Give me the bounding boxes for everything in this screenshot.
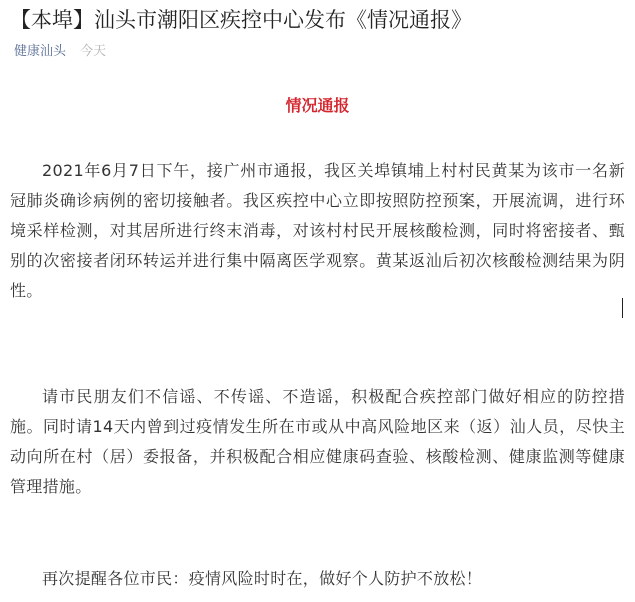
- paragraph-appeal: 请市民朋友们不信谣、不传谣、不造谣，积极配合疾控部门做好相应的防控措施。同时请14天内曾到过疫情发生所在市或从中高风险地区来（返）汕人员，尽快主动向所在村（居）委报备，并积极配合相应健康码查验、核酸检测、健康监测等健康管理措施。: [10, 387, 625, 496]
- paragraph-reminder: 再次提醒各位市民：疫情风险时时在，做好个人防护不放松！: [42, 569, 483, 588]
- paragraph-notice: 2021年6月7日下午，接广州市通报，我区关埠镇埔上村村民黄某为该市一名新冠肺炎确诊病例的密切接触者。我区疾控中心立即按照防控预案，开展流调，进行环境采样检测，对其居所进行终末消毒，对该村村民开展核酸检测，同时将密接者、甄别的次密接者闭环转运并进行集中隔离医学观察。黄某返汕后初次核酸检测结果为阴性。: [10, 161, 625, 300]
- publish-time: 今天: [80, 44, 107, 59]
- section-heading: 情况通报: [285, 96, 350, 115]
- account-name-link[interactable]: 健康汕头: [14, 44, 67, 59]
- text-cursor: [622, 298, 623, 318]
- article-title: 【本埠】汕头市潮阳区疾控中心发布《情况通报》: [10, 8, 472, 32]
- article-meta: [14, 43, 106, 61]
